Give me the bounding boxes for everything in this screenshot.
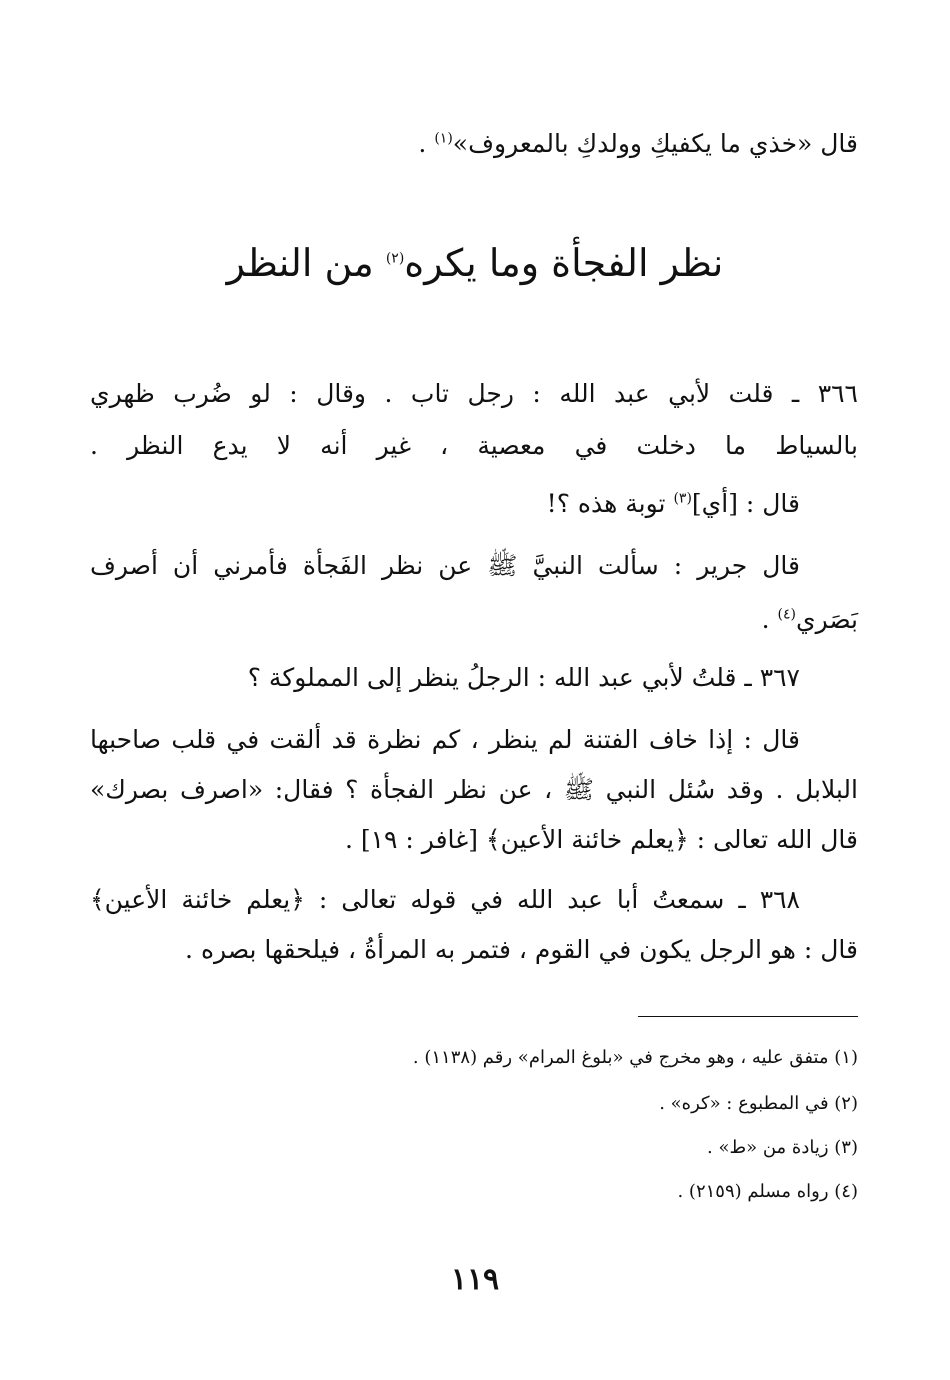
opening-text: قال «خذي ما يكفيكِ وولدكِ بالمعروف» <box>452 129 858 158</box>
paragraph-368-line-2: قال : هو الرجل يكون في القوم ، فتمر به المرأةُ ، فيلحقها بصره . <box>185 935 858 964</box>
heading-text: نظر الفجأة وما يكره <box>404 241 724 285</box>
footnote-ref-4[interactable]: (٤) <box>777 606 796 623</box>
footnote-divider <box>638 1016 858 1017</box>
footnote-2: (٢) في المطبوع : «كره» . <box>659 1093 858 1114</box>
paragraph-366-line-1: ٣٦٦ ـ قلت لأبي عبد الله : رجل تاب . وقال : لو ضُرب ظهري <box>90 379 858 408</box>
question-text: قال : [أي] <box>691 489 800 518</box>
jarir-text-end: . <box>761 605 778 634</box>
opening-line <box>90 118 858 170</box>
answer-367-line-2: البلابل . وقد سُئل النبي ﷺ ، عن نظر الفجأة ؟ فقال: «اصرف بصرك» <box>90 775 858 804</box>
paragraph-367-line-1: ٣٦٧ ـ قلتُ لأبي عبد الله : الرجلُ ينظر إلى المملوكة ؟ <box>247 663 800 692</box>
paragraph-366-line-2: بالسياط ما دخلت في معصية ، غير أنه لا يدع النظر . <box>90 431 858 460</box>
footnote-ref-2[interactable]: (٢) <box>385 250 405 267</box>
heading-text-end: من النظر <box>226 241 386 285</box>
footnote-1: (١) متفق عليه ، وهو مخرج في «بلوغ المرام» رقم (١١٣٨) . <box>412 1047 858 1068</box>
footnote-4: (٤) رواه مسلم (٢١٥٩) . <box>677 1181 858 1202</box>
jarir-text: بَصَري <box>796 605 858 634</box>
paragraph-368-line-1: ٣٦٨ ـ سمعتُ أبا عبد الله في قوله تعالى : ﴿يعلم خائنة الأعين﴾ <box>90 885 800 914</box>
answer-367-line-1: قال : إذا خاف الفتنة لم ينظر ، كم نظرة قد ألقت في قلب صاحبها <box>90 725 800 754</box>
question-366 <box>90 478 800 530</box>
answer-367-line-3: قال الله تعالى : ﴿يعلم خائنة الأعين﴾ [غافر : ١٩] . <box>344 825 858 854</box>
footnote-3: (٣) زيادة من «ط» . <box>707 1137 858 1158</box>
footnote-ref-3[interactable]: (٣) <box>673 490 692 507</box>
section-heading <box>0 228 950 298</box>
jarir-line-2 <box>90 594 858 646</box>
question-text-end: توبة هذه ؟! <box>546 489 674 518</box>
opening-end: . <box>418 129 435 158</box>
footnote-ref-1[interactable]: (١) <box>434 130 453 147</box>
jarir-line-1: قال جرير : سألت النبيَّ ﷺ عن نظر الفَجأة فأمرني أن أصرف <box>90 551 800 580</box>
page-number: ١١٩ <box>450 1262 500 1297</box>
